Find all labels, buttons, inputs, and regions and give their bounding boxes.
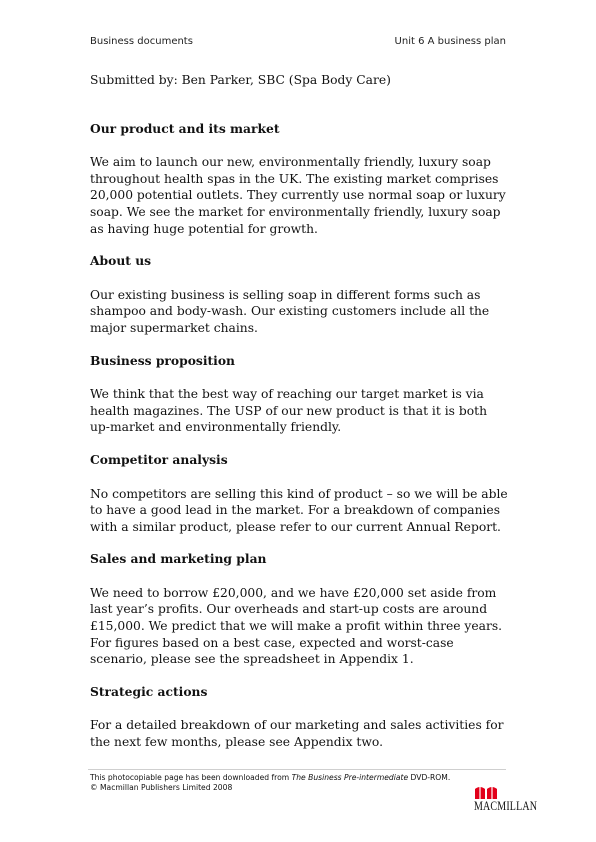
section-strategic-actions (90, 684, 508, 751)
section-about-us (90, 253, 508, 336)
section-title: Sales and marketing plan (90, 551, 267, 567)
footer-divider (88, 769, 506, 770)
section-body: No competitors are selling this kind of product – so we will be able to have a good lead in the market. For a breakdown of companies with a similar product, please refer to our current Annual Report. (90, 486, 508, 534)
section-title: About us (90, 253, 152, 269)
section-product-market (90, 121, 508, 238)
section-body: Our existing business is selling soap in different forms such as shampoo and body-wash. Our existing customers include all the major supermarket chains. (90, 287, 490, 335)
footer-book-title: The Business Pre-intermediate (291, 773, 409, 782)
macmillan-logo-mark-icon (474, 784, 498, 800)
section-title: Strategic actions (90, 683, 208, 699)
macmillan-logo-text: MACMILLAN (474, 799, 538, 813)
section-body: For a detailed breakdown of our marketing and sales activities for the next few months, please see Appendix two. (90, 718, 504, 750)
footer-suffix: DVD-ROM. (408, 773, 451, 782)
section-title: Business proposition (90, 352, 235, 368)
footer-copyright: © Macmillan Publishers Limited 2008 (90, 783, 233, 792)
macmillan-logo (474, 784, 544, 814)
footer-download-note (90, 773, 510, 783)
footer-prefix: This photocopiable page has been downloaded from (90, 773, 292, 782)
header-right: Unit 6 A business plan (394, 36, 506, 47)
section-sales-marketing-plan (90, 551, 508, 668)
header-left: Business documents (90, 36, 193, 47)
section-body: We think that the best way of reaching our target market is via health magazines. The USP of our new product is that it is both up-market and environmentally friendly. (90, 387, 487, 435)
section-body: We need to borrow £20,000, and we have £20,000 set aside from last year’s profits. Our overheads and start-up costs are around £15,000. We predict that we will make a profit within three years. For figures based on a best case, expected and worst-case scenario, please see the spreadsheet in Appendix 1. (90, 585, 503, 667)
section-competitor-analysis (90, 452, 508, 535)
section-body: We aim to launch our new, environmentally friendly, luxury soap throughout health spas in the UK. The existing market comprises 20,000 potential outlets. They currently use normal soap or luxury soap. We see the market for environmentally friendly, luxury soap as having huge potential for growth. (90, 155, 506, 236)
document-body (90, 72, 508, 767)
page-footer (90, 773, 510, 793)
section-title: Our product and its market (90, 120, 280, 136)
section-business-proposition (90, 353, 508, 436)
submitted-by: Submitted by: Ben Parker, SBC (Spa Body Care) (90, 73, 391, 87)
page-header (90, 36, 506, 47)
section-title: Competitor analysis (90, 451, 228, 467)
